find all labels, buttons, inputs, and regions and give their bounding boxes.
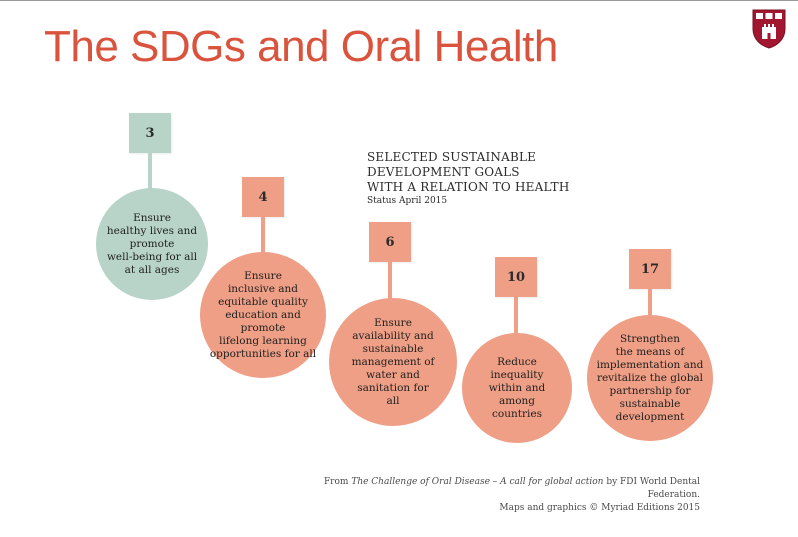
- source-line-2: Maps and graphics © Myriad Editions 2015: [499, 503, 700, 513]
- goal-text-line: Ensure: [133, 211, 171, 224]
- goal-text-line: management of: [351, 355, 435, 368]
- goal-text-line: promote: [129, 237, 175, 250]
- source-line-1: [300, 476, 700, 502]
- goal-connector: [514, 297, 518, 337]
- goal-text-line: healthy lives and: [106, 224, 198, 237]
- goal-connector: [148, 153, 152, 193]
- goal-text-line: Reduce: [497, 355, 537, 368]
- goal-circle: [587, 315, 713, 441]
- heading-line: DEVELOPMENT GOALS: [367, 165, 520, 179]
- goal-text-line: inclusive and: [227, 282, 299, 295]
- goal-connector: [388, 262, 392, 302]
- goal-text-line: implementation and: [596, 358, 704, 371]
- source-book-title: The Challenge of Oral Disease – A call for global action: [351, 477, 604, 487]
- goal-circle: [329, 298, 457, 426]
- heading-line: WITH A RELATION TO HEALTH: [367, 180, 570, 194]
- goal-text-line: inequality: [490, 368, 544, 381]
- university-shield-icon: [752, 9, 786, 49]
- goal-text-line: lifelong learning: [219, 334, 307, 347]
- goal-text-line: Ensure: [244, 269, 282, 282]
- goal-text-line: sustainable: [362, 342, 424, 355]
- status-note: Status April 2015: [367, 196, 448, 206]
- diagram-heading: [367, 150, 570, 208]
- goal-text-line: partnership for: [609, 384, 691, 397]
- goal-text-line: revitalize the global: [596, 371, 704, 384]
- heading-line: SELECTED SUSTAINABLE: [367, 150, 537, 164]
- source-credit: [300, 476, 700, 515]
- goal-text-line: sanitation for: [357, 381, 429, 394]
- goal-circle: [462, 333, 572, 443]
- goal-text-line: availability and: [352, 329, 434, 342]
- goal-text-line: all: [386, 394, 400, 407]
- goal-text-line: Ensure: [374, 316, 412, 329]
- goal-text-line: well-being for all: [106, 250, 198, 263]
- goal-number-box: 4: [242, 177, 284, 217]
- goal-text-line: at all ages: [124, 263, 180, 276]
- goal-text-line: education and promote: [225, 308, 301, 334]
- goal-connector: [261, 217, 265, 257]
- goal-number-box: 6: [369, 222, 411, 262]
- goal-text-line: sustainable: [619, 397, 681, 410]
- goal-text-line: countries: [492, 407, 542, 420]
- goal-text-line: equitable quality: [218, 295, 308, 308]
- goal-text-line: development: [615, 410, 685, 423]
- goal-number-box: 3: [129, 113, 171, 153]
- goal-text-line: among: [498, 394, 536, 407]
- top-divider: [0, 0, 798, 1]
- source-prefix: From: [323, 477, 352, 487]
- goal-text-line: water and: [366, 368, 420, 381]
- source-suffix: by FDI World Dental Federation.: [603, 477, 700, 500]
- goal-text-line: Strengthen: [619, 332, 681, 345]
- goal-circle: [96, 188, 208, 300]
- goal-text-line: within and: [488, 381, 546, 394]
- goal-text-line: the means of: [615, 345, 685, 358]
- page-title: The SDGs and Oral Health: [44, 22, 558, 71]
- goal-number-box: 17: [629, 249, 671, 289]
- goal-text-line: opportunities for all: [209, 347, 317, 360]
- goal-circle: [200, 252, 326, 378]
- goal-number-box: 10: [495, 257, 537, 297]
